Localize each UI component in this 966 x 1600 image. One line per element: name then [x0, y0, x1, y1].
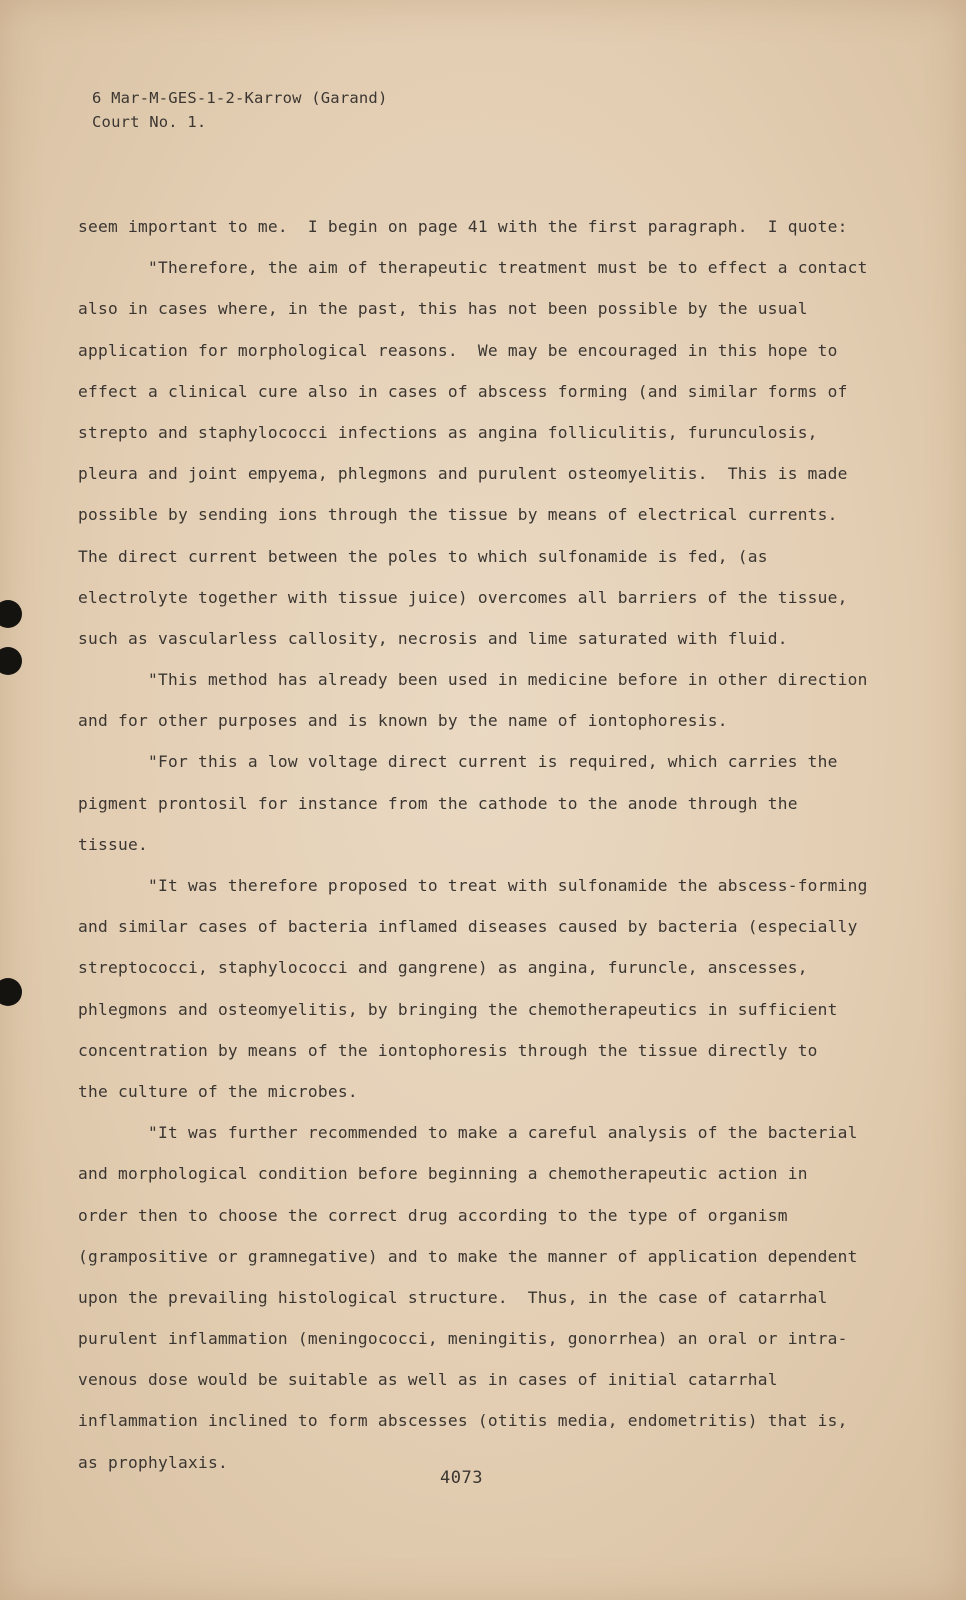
- text-line: "This method has already been used in medicine before in other direction: [78, 670, 868, 690]
- court-line: Court No. 1.: [92, 113, 207, 131]
- text-line: application for morphological reasons. We may be encouraged in this hope to: [78, 340, 838, 360]
- text-line: strepto and staphylococci infections as angina folliculitis, furunculosis,: [78, 422, 818, 442]
- text-line: "It was further recommended to make a careful analysis of the bacterial: [78, 1123, 858, 1143]
- text-line: and for other purposes and is known by the name of iontophoresis.: [78, 711, 728, 731]
- text-line: venous dose would be suitable as well as in cases of initial catarrhal: [78, 1370, 778, 1390]
- text-line: effect a clinical cure also in cases of abscess forming (and similar forms of: [78, 381, 848, 401]
- text-line: and similar cases of bacteria inflamed diseases caused by bacteria (especially: [78, 917, 858, 937]
- case-line: 6 Mar-M-GES-1-2-Karrow (Garand): [92, 89, 388, 107]
- punch-hole: [0, 978, 22, 1006]
- text-line: (grampositive or gramnegative) and to make the manner of application dependent: [78, 1246, 858, 1266]
- document-header: [92, 86, 388, 134]
- text-line: pleura and joint empyema, phlegmons and purulent osteomyelitis. This is made: [78, 464, 848, 484]
- text-line: purulent inflammation (meningococci, meningitis, gonorrhea) an oral or intra-: [78, 1329, 848, 1349]
- page-number: 4073: [440, 1468, 483, 1488]
- text-line: concentration by means of the iontophoresis through the tissue directly to: [78, 1040, 818, 1060]
- text-line: inflammation inclined to form abscesses (otitis media, endometritis) that is,: [78, 1411, 848, 1431]
- text-line: tissue.: [78, 834, 148, 854]
- text-line: possible by sending ions through the tissue by means of electrical currents.: [78, 505, 838, 525]
- text-line: The direct current between the poles to which sulfonamide is fed, (as: [78, 546, 768, 566]
- text-line: upon the prevailing histological structure. Thus, in the case of catarrhal: [78, 1287, 828, 1307]
- text-line: order then to choose the correct drug according to the type of organism: [78, 1205, 788, 1225]
- text-line: "It was therefore proposed to treat with sulfonamide the abscess-forming: [78, 876, 868, 895]
- text-line: "For this a low voltage direct current is required, which carries the: [78, 752, 838, 772]
- text-line: seem important to me. I begin on page 41 with the first paragraph. I quote:: [78, 217, 848, 236]
- text-line: and morphological condition before beginning a chemotherapeutic action in: [78, 1164, 808, 1184]
- text-line: "Therefore, the aim of therapeutic treatment must be to effect a contact: [78, 258, 868, 278]
- text-line: also in cases where, in the past, this has not been possible by the usual: [78, 299, 808, 319]
- text-line: pigment prontosil for instance from the cathode to the anode through the: [78, 793, 798, 813]
- text-line: streptococci, staphylococci and gangrene) as angina, furuncle, anscesses,: [78, 958, 808, 978]
- text-line: electrolyte together with tissue juice) overcomes all barriers of the tissue,: [78, 587, 848, 607]
- text-line: as prophylaxis.: [78, 1452, 228, 1472]
- text-line: phlegmons and osteomyelitis, by bringing the chemotherapeutics in sufficient: [78, 999, 838, 1019]
- punch-hole: [0, 647, 22, 675]
- text-line: such as vascularless callosity, necrosis and lime saturated with fluid.: [78, 628, 788, 648]
- body-text: [78, 206, 878, 1483]
- text-line: the culture of the microbes.: [78, 1081, 358, 1101]
- punch-hole: [0, 600, 22, 628]
